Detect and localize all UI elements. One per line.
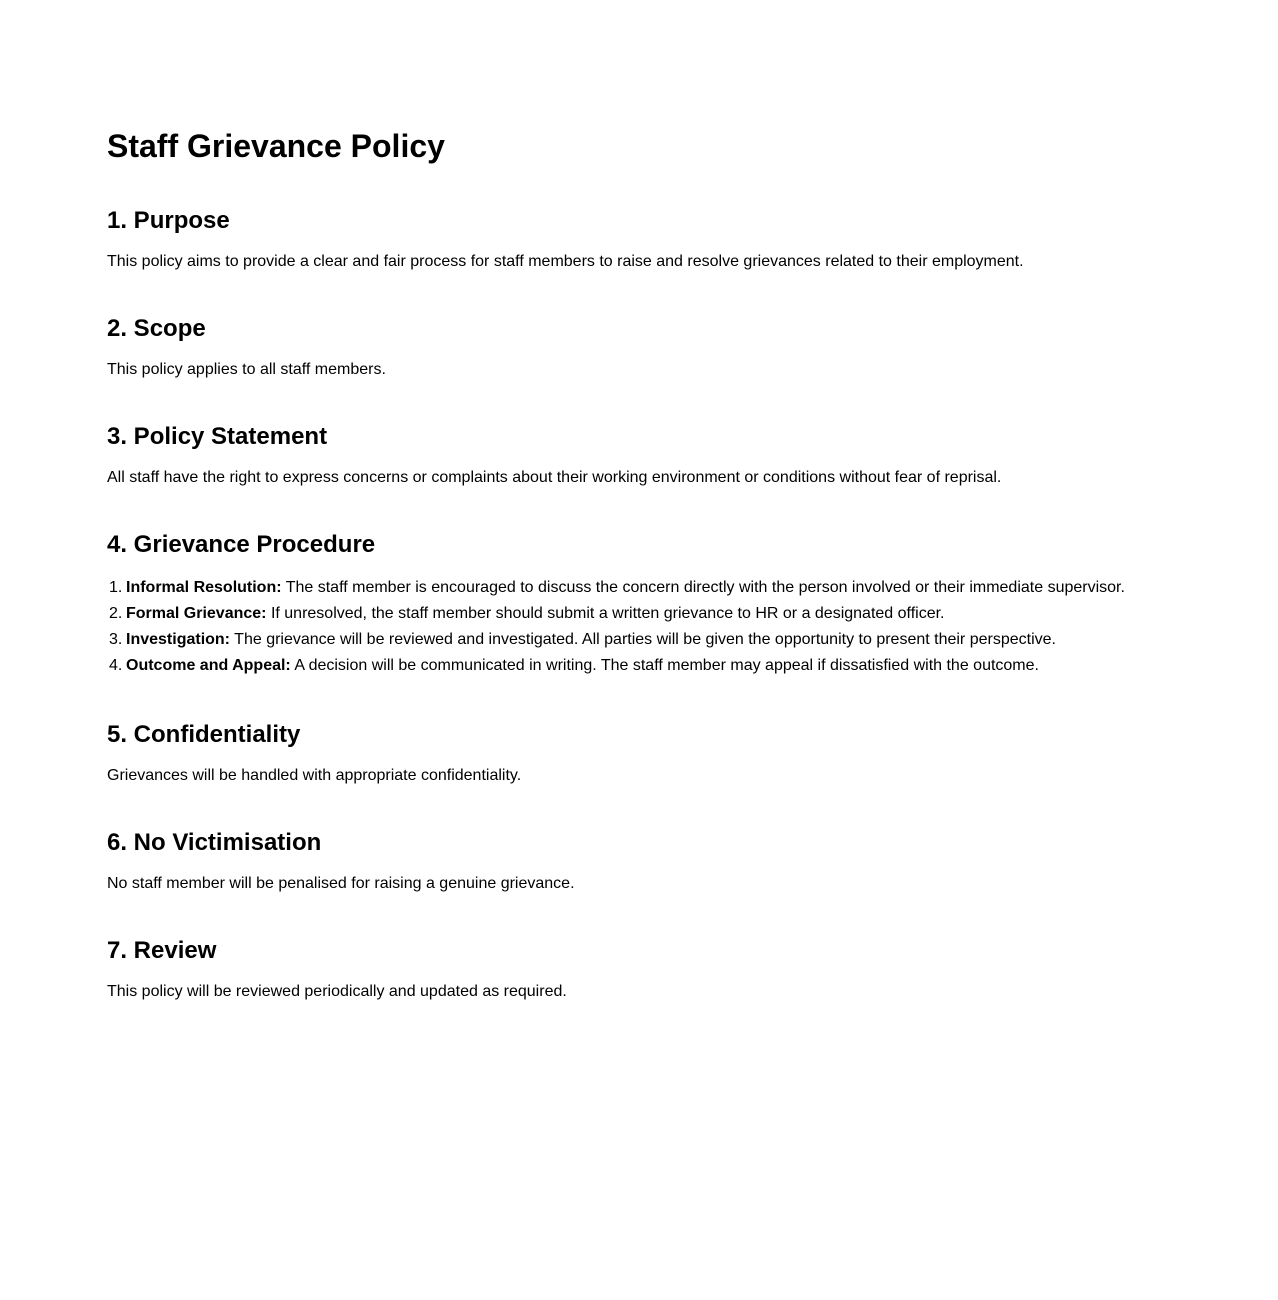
list-item-content: [126, 575, 1125, 601]
section-heading-grievance-procedure: 4. Grievance Procedure: [107, 531, 376, 558]
list-item-number: 3.: [109, 631, 123, 648]
section-policy-statement: [107, 423, 1233, 489]
list-item-label: Informal Resolution:: [126, 579, 282, 596]
list-item-content: [126, 653, 1039, 679]
section-body-review: This policy will be reviewed periodically and updated as required.: [107, 983, 567, 1000]
section-confidentiality: [107, 721, 1233, 787]
section-body-policy-statement: All staff have the right to express concerns or complaints about their working environment or conditions without fear of reprisal.: [107, 469, 1002, 486]
section-purpose: [107, 207, 1233, 273]
section-heading-scope: 2. Scope: [107, 315, 206, 342]
section-heading-confidentiality: 5. Confidentiality: [107, 721, 301, 748]
section-body-scope: This policy applies to all staff members.: [107, 361, 386, 378]
list-item-number: 2.: [109, 605, 123, 622]
list-item-text: If unresolved, the staff member should submit a written grievance to HR or a designated officer.: [266, 605, 945, 622]
list-item-informal-resolution: [109, 575, 1233, 601]
list-item-content: [126, 601, 944, 627]
list-item-content: [126, 627, 1056, 653]
list-item-investigation: [109, 627, 1233, 653]
list-item-label: Formal Grievance:: [126, 605, 267, 622]
section-heading-no-victimisation: 6. No Victimisation: [107, 829, 322, 856]
list-item-number: 1.: [109, 579, 123, 596]
list-item-formal-grievance: [109, 601, 1233, 627]
document-title: Staff Grievance Policy: [107, 128, 445, 164]
section-body-confidentiality: Grievances will be handled with appropriate confidentiality.: [107, 767, 522, 784]
section-heading-policy-statement: 3. Policy Statement: [107, 423, 328, 450]
section-body-no-victimisation: No staff member will be penalised for raising a genuine grievance.: [107, 875, 575, 892]
section-heading-purpose: 1. Purpose: [107, 207, 230, 234]
list-item-text: The grievance will be reviewed and investigated. All parties will be given the opportunity to present their perspective.: [230, 631, 1056, 648]
section-review: [107, 937, 1233, 1003]
section-scope: [107, 315, 1233, 381]
section-no-victimisation: [107, 829, 1233, 895]
list-item-number: 4.: [109, 657, 123, 674]
list-item-label: Outcome and Appeal:: [126, 657, 291, 674]
procedure-list: [107, 575, 1233, 679]
section-grievance-procedure: [107, 531, 1233, 679]
list-item-text: The staff member is encouraged to discuss the concern directly with the person involved or their immediate supervisor.: [281, 579, 1125, 596]
list-item-label: Investigation:: [126, 631, 231, 648]
list-item-text: A decision will be communicated in writing. The staff member may appeal if dissatisfied with the outcome.: [290, 657, 1039, 674]
section-body-purpose: This policy aims to provide a clear and fair process for staff members to raise and resolve grievances related to their employment.: [107, 253, 1024, 270]
section-heading-review: 7. Review: [107, 937, 217, 964]
list-item-outcome-appeal: [109, 653, 1233, 679]
